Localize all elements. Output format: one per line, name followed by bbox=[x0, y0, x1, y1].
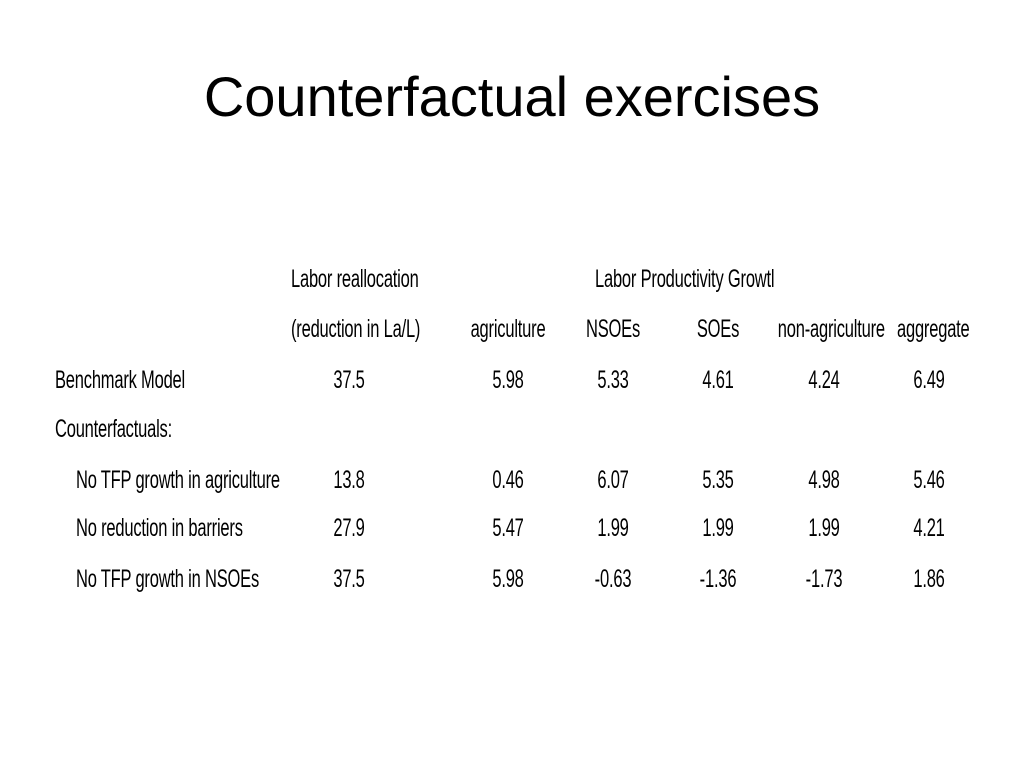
table-cell: 6.49 bbox=[913, 366, 945, 394]
slide-title: Counterfactual exercises bbox=[203, 65, 821, 128]
table-cell: 4.61 bbox=[702, 366, 734, 394]
header-labor-productivity-growth: Labor Productivity Growtl bbox=[595, 265, 775, 293]
table-cell: 1.99 bbox=[702, 514, 734, 542]
table-cell: 37.5 bbox=[333, 366, 365, 394]
table-cell: 4.24 bbox=[808, 366, 840, 394]
table-cell: -0.63 bbox=[594, 565, 632, 593]
table-cell: 5.98 bbox=[492, 565, 524, 593]
table-cell: 5.98 bbox=[492, 366, 524, 394]
table-cell: 5.33 bbox=[597, 366, 629, 394]
table-cell: 1.99 bbox=[808, 514, 840, 542]
table-cell: 0.46 bbox=[492, 466, 524, 494]
section-label-counterfactuals: Counterfactuals: bbox=[55, 415, 172, 443]
row-label: No reduction in barriers bbox=[76, 514, 243, 542]
header-labor-reallocation: Labor reallocation bbox=[291, 265, 419, 293]
table-cell: -1.36 bbox=[699, 565, 737, 593]
table-cell: 37.5 bbox=[333, 565, 365, 593]
header-agriculture: agriculture bbox=[470, 315, 546, 343]
table-cell: 4.98 bbox=[808, 466, 840, 494]
header-nsoes: NSOEs bbox=[585, 315, 641, 343]
row-label: No TFP growth in NSOEs bbox=[76, 565, 260, 593]
header-reduction: (reduction in La/L) bbox=[291, 315, 421, 343]
table-cell: 5.47 bbox=[492, 514, 524, 542]
table-cell: 27.9 bbox=[333, 514, 365, 542]
table-cell: 4.21 bbox=[913, 514, 945, 542]
table-cell: 5.46 bbox=[913, 466, 945, 494]
header-aggregate: aggregate bbox=[897, 315, 970, 343]
header-soes: SOEs bbox=[696, 315, 740, 343]
table-cell: 13.8 bbox=[333, 466, 365, 494]
table-cell: 5.35 bbox=[702, 466, 734, 494]
table-cell: 1.86 bbox=[913, 565, 945, 593]
row-label: No TFP growth in agriculture bbox=[76, 466, 280, 494]
table-cell: 1.99 bbox=[597, 514, 629, 542]
table-cell: -1.73 bbox=[805, 565, 843, 593]
table-cell: 6.07 bbox=[597, 466, 629, 494]
header-non-agriculture: non-agriculture bbox=[777, 315, 885, 343]
row-label: Benchmark Model bbox=[55, 366, 186, 394]
